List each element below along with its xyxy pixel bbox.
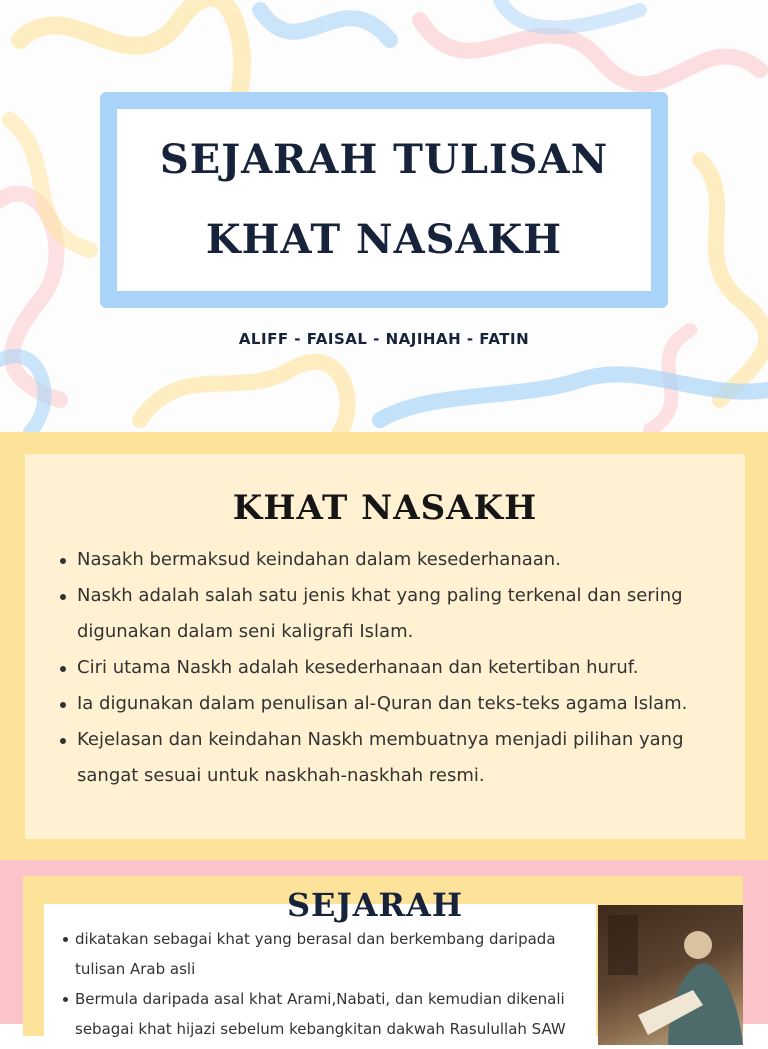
title-line-1: SEJARAH TULISAN <box>159 136 609 183</box>
list-item: Nasakh bermaksud keindahan dalam kesederhanaan. <box>77 542 715 578</box>
khat-points-list <box>25 542 745 794</box>
list-item: dikatakan sebagai khat yang berasal dan berkembang daripada tulisan Arab asli <box>75 924 575 984</box>
list-item: Ciri utama Naskh adalah kesederhanaan dan ketertiban huruf. <box>77 650 715 686</box>
khat-nasakh-card <box>25 454 745 839</box>
list-item: Ia digunakan dalam penulisan al-Quran dan teks-teks agama Islam. <box>77 686 715 722</box>
sejarah-points-list <box>75 924 575 1044</box>
khat-nasakh-slide <box>0 432 768 860</box>
calligrapher-portrait-image <box>598 905 743 1045</box>
section-heading-sejarah: SEJARAH <box>286 886 464 924</box>
title-frame <box>100 92 668 308</box>
sejarah-slide <box>0 860 768 1038</box>
list-item: Naskh adalah salah satu jenis khat yang paling terkenal dan sering digunakan dalam seni kaligrafi Islam. <box>77 578 715 650</box>
cover-slide <box>0 0 768 432</box>
portrait-figure <box>598 905 743 1045</box>
list-item: Bermula daripada asal khat Arami,Nabati, dan kemudian dikenali sebagai khat hijazi sebelum kebangkitan dakwah Rasulullah SAW <box>75 984 575 1044</box>
list-item: Kejelasan dan keindahan Naskh membuatnya menjadi pilihan yang sangat sesuai untuk naskhah-naskhah resmi. <box>77 722 715 794</box>
title-line-2: KHAT NASAKH <box>205 216 563 263</box>
authors: ALIFF - FAISAL - NAJIHAH - FATIN <box>238 330 530 348</box>
title-panel <box>117 109 651 291</box>
section-heading-khat: KHAT NASAKH <box>232 488 538 528</box>
